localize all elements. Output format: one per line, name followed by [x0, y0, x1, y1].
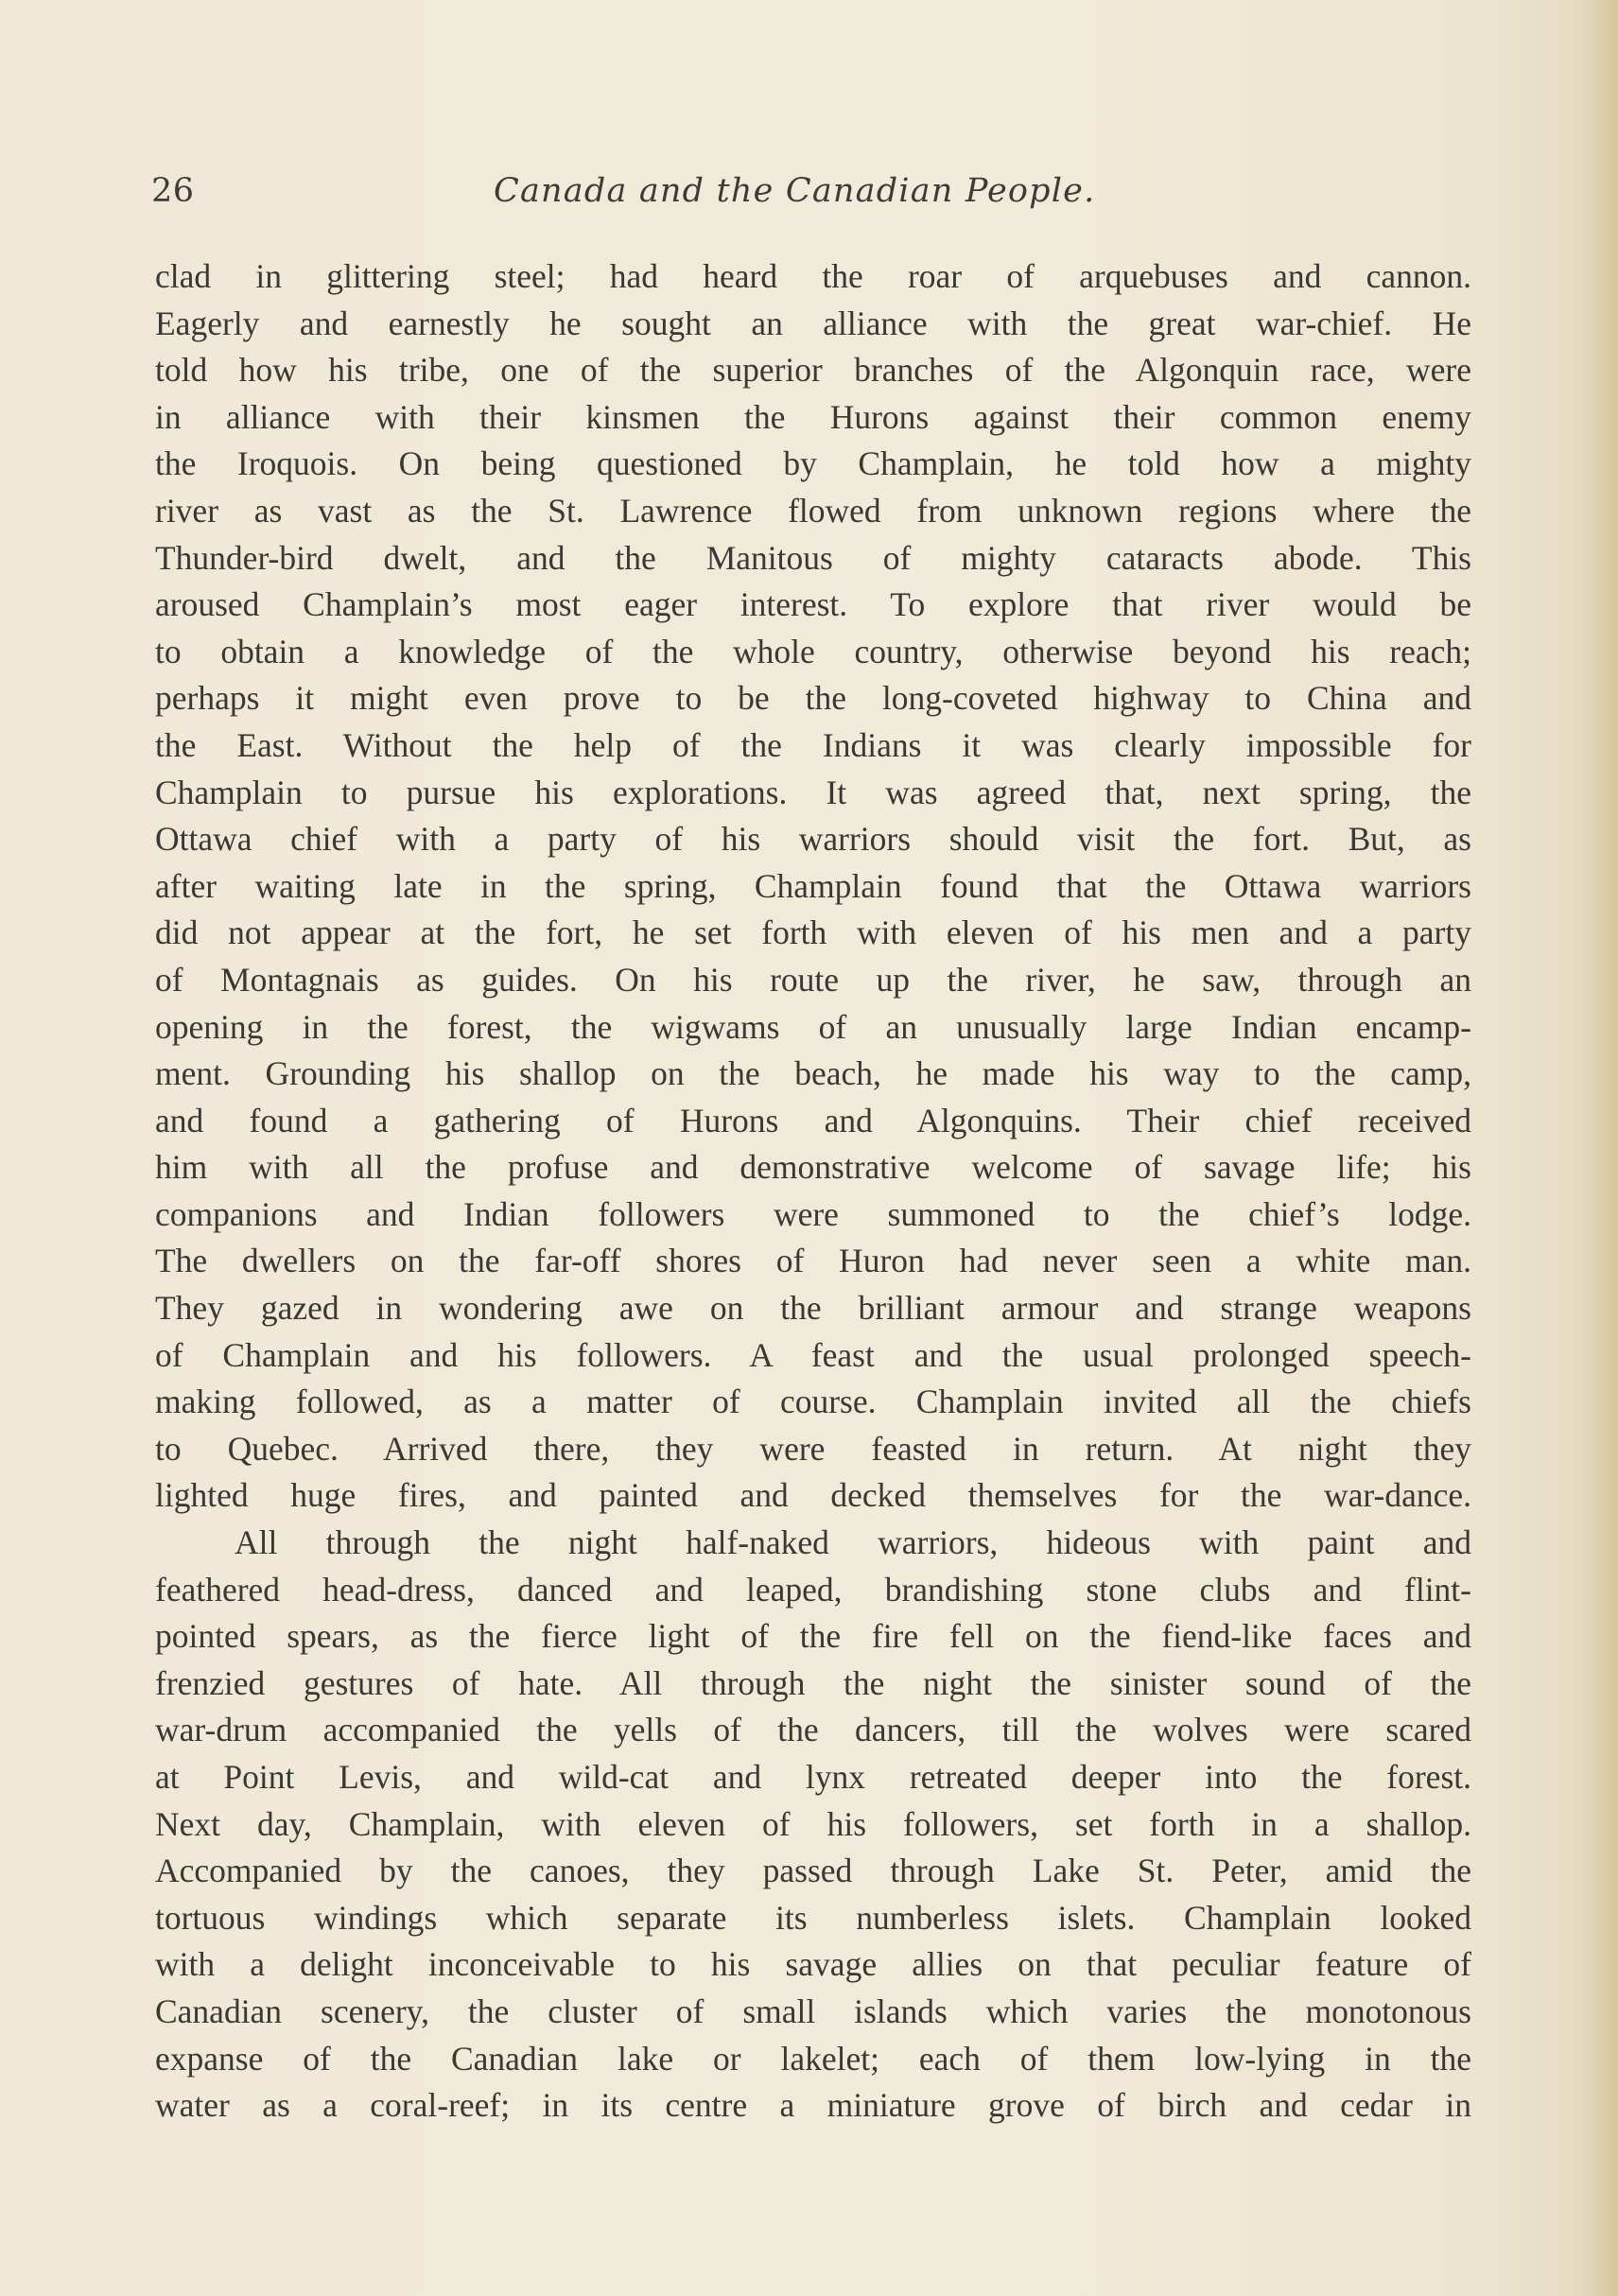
running-title: Canada and the Canadian People.: [494, 172, 1096, 210]
text-line: of Montagnais as guides. On his route up the river, he saw, through an: [155, 960, 1471, 999]
text-line: him with all the profuse and demonstrative welcome of savage life; his: [155, 1148, 1471, 1187]
text-line: Accompanied by the canoes, they passed through Lake St. Peter, amid the: [155, 1852, 1471, 1890]
text-line: the Iroquois. On being questioned by Champlain, he told how a mighty: [155, 444, 1471, 483]
page-number: 26: [151, 172, 195, 210]
text-line: Eagerly and earnestly he sought an alliance with the great war-chief. He: [155, 304, 1471, 342]
text-line: Champlain to pursue his explorations. It was agreed that, next spring, the: [155, 773, 1471, 811]
text-line: did not appear at the fort, he set forth with eleven of his men and a party: [155, 913, 1471, 952]
text-line: in alliance with their kinsmen the Hurons against their common enemy: [155, 397, 1471, 436]
text-line: companions and Indian followers were summoned to the chief’s lodge.: [155, 1194, 1471, 1233]
text-line: aroused Champlain’s most eager interest. To explore that river would be: [155, 585, 1471, 624]
text-line: feathered head-dress, danced and leaped, brandishing stone clubs and flint-: [155, 1570, 1471, 1609]
text-line: after waiting late in the spring, Champlain found that the Ottawa warriors: [155, 866, 1471, 905]
paragraph: [155, 1520, 1471, 2130]
text-line: Next day, Champlain, with eleven of his followers, set forth in a shallop.: [155, 1804, 1471, 1843]
text-line: Thunder-bird dwelt, and the Manitous of mighty cataracts abode. This: [155, 538, 1471, 577]
text-line: and found a gathering of Hurons and Algonquins. Their chief received: [155, 1101, 1471, 1139]
text-line: All through the night half-naked warriors, hideous with paint and: [235, 1523, 1471, 1562]
text-line: river as vast as the St. Lawrence flowed from unknown regions where the: [155, 491, 1471, 530]
text-line: water as a coral-reef; in its centre a miniature grove of birch and cedar in: [155, 2086, 1471, 2125]
running-header: [151, 172, 1475, 229]
text-line: expanse of the Canadian lake or lakelet; each of them low-lying in the: [155, 2039, 1471, 2078]
text-line: at Point Levis, and wild-cat and lynx retreated deeper into the forest.: [155, 1758, 1471, 1796]
text-line: of Champlain and his followers. A feast and the usual prolonged speech-: [155, 1335, 1471, 1374]
text-line: to Quebec. Arrived there, they were feasted in return. At night they: [155, 1429, 1471, 1468]
text-line: told how his tribe, one of the superior branches of the Algonquin race, were: [155, 351, 1471, 390]
text-line: to obtain a knowledge of the whole country, otherwise beyond his reach;: [155, 632, 1471, 670]
text-line: war-drum accompanied the yells of the dancers, till the wolves were scared: [155, 1711, 1471, 1749]
paragraph: [155, 253, 1471, 1520]
text-line: Ottawa chief with a party of his warriors should visit the fort. But, as: [155, 820, 1471, 859]
text-line: perhaps it might even prove to be the long-coveted highway to China and: [155, 679, 1471, 718]
text-line: ment. Grounding his shallop on the beach, he made his way to the camp,: [155, 1054, 1471, 1093]
text-line: Canadian scenery, the cluster of small islands which varies the monotonous: [155, 1992, 1471, 2030]
text-line: The dwellers on the far-off shores of Huron had never seen a white man.: [155, 1242, 1471, 1280]
page-edge-shadow: [1580, 0, 1618, 2296]
text-line: They gazed in wondering awe on the brilliant armour and strange weapons: [155, 1289, 1471, 1328]
text-line: clad in glittering steel; had heard the roar of arquebuses and cannon.: [155, 257, 1471, 295]
text-line: frenzied gestures of hate. All through the night the sinister sound of the: [155, 1663, 1471, 1702]
text-line: the East. Without the help of the Indians it was clearly impossible for: [155, 725, 1471, 764]
text-line: lighted huge fires, and painted and decked themselves for the war-dance.: [155, 1476, 1471, 1515]
text-line: tortuous windings which separate its numberless islets. Champlain looked: [155, 1898, 1471, 1937]
text-line: opening in the forest, the wigwams of an unusually large Indian encamp-: [155, 1007, 1471, 1046]
body-text: [155, 253, 1471, 2130]
text-line: making followed, as a matter of course. Champlain invited all the chiefs: [155, 1383, 1471, 1421]
text-line: pointed spears, as the fierce light of the fire fell on the fiend-like faces and: [155, 1617, 1471, 1656]
text-line: with a delight inconceivable to his savage allies on that peculiar feature of: [155, 1945, 1471, 1984]
